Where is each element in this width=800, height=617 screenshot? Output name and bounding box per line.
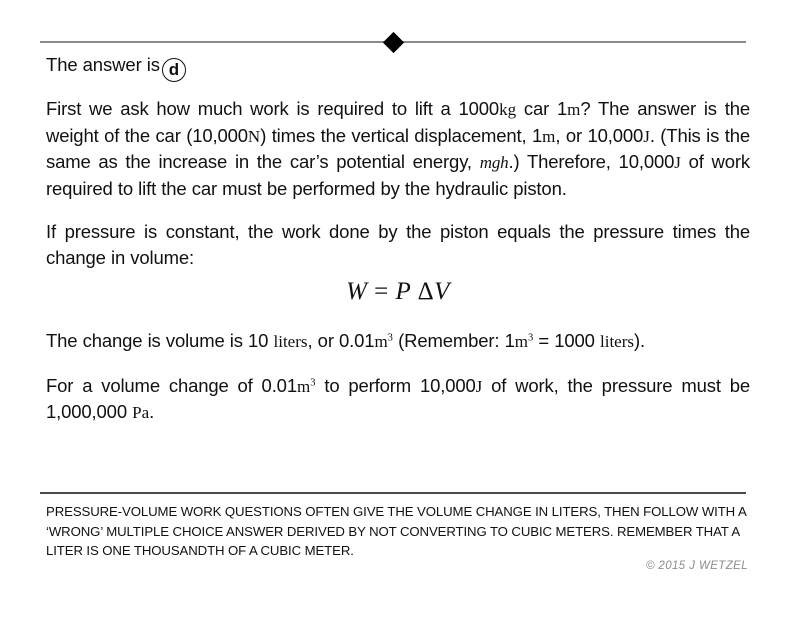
exponent-3c: 3 (310, 376, 316, 388)
variable-mgh: mgh (479, 153, 509, 172)
p4-s1: For a volume change of 0.01 (46, 374, 297, 396)
unit-m-3b: m (514, 332, 528, 351)
p4-s3: of work, the pressure must be 1,000,000 (46, 374, 750, 422)
unit-cubic-meter-1 (374, 332, 392, 351)
equation-lhs: W (346, 278, 368, 305)
unit-liters-2: liters (600, 332, 635, 351)
p1-s4: ) times the vertical displacement, 1 (260, 124, 543, 146)
copyright-notice: © 2015 J WETZEL (645, 560, 748, 572)
paragraph-pressure-result (46, 373, 750, 426)
unit-kg: kg (499, 100, 517, 119)
p1-s6: . (This is the same as the increase in the car’s potential energy, (46, 124, 750, 172)
p4-s2: to perform 10,000 (315, 374, 476, 396)
exponent-3a: 3 (387, 332, 393, 344)
equation-rhs-symbol: P (395, 278, 411, 305)
equation-operator: = (374, 278, 389, 305)
p1-s8: of work required to lift the car must be performed by the hydraulic piston. (46, 151, 750, 199)
unit-cubic-meter-3 (297, 377, 315, 396)
bottom-rule (40, 492, 746, 494)
top-divider (40, 41, 746, 43)
p1-s3: ? The answer is the weight of the car (10,000 (46, 98, 750, 146)
answer-lead-text: The answer is (46, 54, 160, 75)
p3-s3: (Remember: 1 (392, 330, 515, 351)
diamond-ornament-icon (382, 31, 403, 52)
unit-liters-1: liters (273, 332, 308, 351)
unit-m-2: m (542, 126, 556, 146)
unit-joule-1: J (643, 126, 650, 146)
p1-s5: , or 10,000 (555, 124, 644, 146)
unit-cubic-meter-2 (515, 332, 533, 351)
unit-joule-3: J (475, 376, 483, 396)
p3-s4: = 1000 (533, 330, 601, 351)
unit-joule-2: J (674, 153, 681, 172)
unit-pascal: Pa (132, 403, 150, 422)
p1-s1: First we ask how much work is required to lift a 1000 (46, 98, 500, 119)
document-body (46, 52, 750, 444)
p3-s5: ). (634, 330, 646, 351)
unit-m-3c: m (296, 376, 311, 396)
equation-rhs-variable: V (434, 278, 450, 305)
footnote-text: PRESSURE-VOLUME WORK QUESTIONS OFTEN GIVE THE VOLUME CHANGE IN LITERS, THEN FOLLOW WITH A ‘WRONG’ MULTIPLE CHOICE ANSWER DERIVED BY NOT CONVERTING TO CUBIC METERS. REMEMBER THAT A LITER IS ONE THOUSANDTH OF A CUBIC METER. (46, 504, 746, 558)
paragraph-work-calculation (46, 96, 750, 201)
p3-s2: , or 0.01 (307, 330, 375, 351)
equation-work-pressure-volume (46, 278, 750, 306)
p4-s4: . (149, 401, 155, 422)
p2-s1: If pressure is constant, the work done by the piston equals the pressure times the change in volume: (46, 221, 750, 268)
unit-m-3a: m (374, 332, 388, 351)
p1-s7: .) Therefore, 10,000 (508, 151, 675, 172)
unit-m-1: m (567, 100, 581, 119)
answer-line (46, 52, 750, 82)
equation-delta-symbol: Δ (417, 278, 435, 305)
exponent-3b: 3 (527, 332, 534, 344)
paragraph-pressure-constant (46, 219, 750, 270)
unit-newton: N (247, 126, 261, 146)
p1-s2: car 1 (516, 98, 568, 119)
answer-choice-badge: d (162, 58, 186, 82)
p3-s1: The change is volume is 10 (46, 330, 274, 351)
paragraph-volume-change (46, 328, 750, 355)
